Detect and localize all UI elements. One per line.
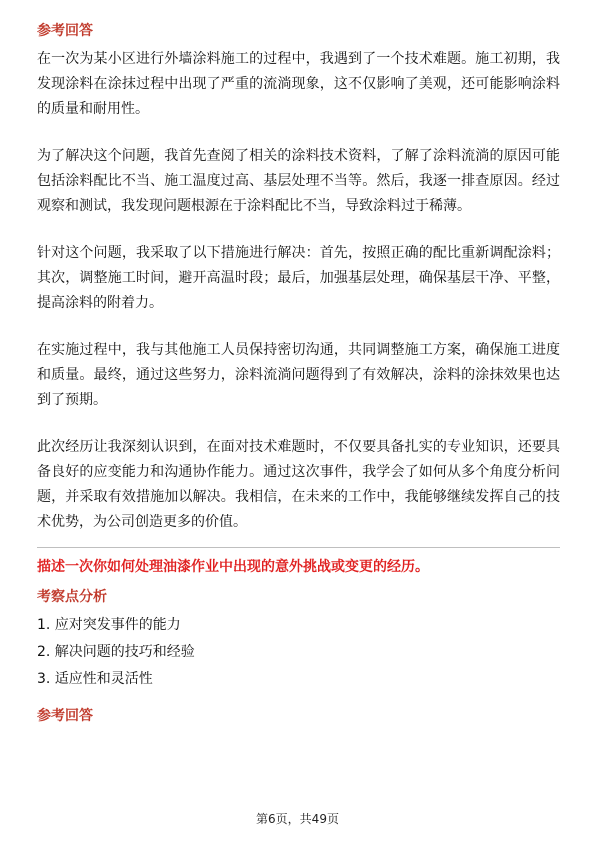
analysis-point-2: 2. 解决问题的技巧和经验 <box>37 644 195 660</box>
answer-heading-2: 参考回答 <box>37 708 93 724</box>
question-text: 描述一次你如何处理油漆作业中出现的意外挑战或变更的经历。 <box>37 559 429 575</box>
answer-heading: 参考回答 <box>37 23 93 39</box>
answer-paragraph-1: 在一次为某小区进行外墙涂料施工的过程中，我遇到了一个技术难题。施工初期，我发现涂料在涂抹过程中出现了严重的流淌现象，这不仅影响了美观，还可能影响涂料的质量和耐用性。 <box>37 51 560 117</box>
answer-paragraph-5: 此次经历让我深刻认识到，在面对技术难题时，不仅要具备扎实的专业知识，还要具备良好的应变能力和沟通协作能力。通过这次事件，我学会了如何从多个角度分析问题，并采取有效措施加以解决。我相信，在未来的工作中，我能够继续发挥自己的技术优势，为公司创造更多的价值。 <box>37 439 560 530</box>
analysis-title: 考察点分析 <box>37 589 107 605</box>
answer-paragraph-4: 在实施过程中，我与其他施工人员保持密切沟通，共同调整施工方案，确保施工进度和质量。最终，通过这些努力，涂料流淌问题得到了有效解决，涂料的涂抹效果也达到了预期。 <box>37 342 560 408</box>
answer-paragraph-3: 针对这个问题，我采取了以下措施进行解决：首先，按照正确的配比重新调配涂料；其次，调整施工时间，避开高温时段；最后，加强基层处理，确保基层干净、平整，提高涂料的附着力。 <box>37 245 560 311</box>
document-page <box>37 20 560 727</box>
section-divider <box>37 547 560 548</box>
answer-paragraph-2: 为了解决这个问题，我首先查阅了相关的涂料技术资料，了解了涂料流淌的原因可能包括涂料配比不当、施工温度过高、基层处理不当等。然后，我逐一排查原因。经过观察和测试，我发现问题根源在于涂料配比不当，导致涂料过于稀薄。 <box>37 148 560 214</box>
answer-body <box>37 47 560 535</box>
analysis-point-1: 1. 应对突发事件的能力 <box>37 617 181 633</box>
page-footer: 第6页，共49页 <box>256 812 339 826</box>
analysis-point-3: 3. 适应性和灵活性 <box>37 671 153 687</box>
analysis-point-list <box>37 612 560 693</box>
